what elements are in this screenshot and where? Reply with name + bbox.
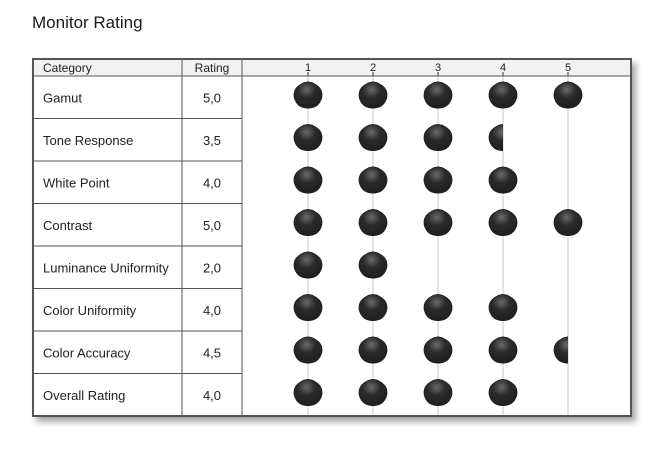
rating-knob (489, 167, 517, 194)
table-border (34, 60, 631, 416)
rating-knob (359, 124, 387, 151)
rating-knob (294, 82, 322, 109)
header-rating: Rating (194, 61, 230, 75)
rating-knob (294, 209, 322, 236)
tick-label-5: 5 (564, 62, 572, 74)
tick-label-3: 3 (434, 62, 442, 74)
row-category-label: Color Uniformity (43, 302, 137, 318)
rating-knob (489, 294, 517, 321)
row-rating-value: 4,5 (202, 345, 222, 361)
row-category-label: Overall Rating (43, 387, 126, 403)
row-category-label: Color Accuracy (43, 345, 131, 361)
rating-chart (33, 59, 631, 416)
row-rating-value: 4,0 (202, 175, 222, 191)
rating-knob (424, 337, 452, 364)
chart-title: Monitor Rating (32, 13, 143, 32)
rating-knob (294, 294, 322, 321)
rating-knob (424, 379, 452, 406)
rating-knob (359, 294, 387, 321)
rating-knob (424, 294, 452, 321)
row-rating-value: 3,5 (202, 132, 222, 148)
rating-knob (424, 124, 452, 151)
rating-knob (424, 82, 452, 109)
rating-knob (294, 337, 322, 364)
rating-knob (359, 209, 387, 236)
rating-knob (489, 379, 517, 406)
rating-knob (554, 209, 582, 236)
rating-knob (489, 82, 517, 109)
row-rating-value: 4,0 (202, 387, 222, 403)
row-rating-value: 5,0 (202, 217, 222, 233)
row-category-label: Gamut (43, 90, 83, 106)
tick-label-2: 2 (369, 62, 377, 74)
rating-knob (424, 167, 452, 194)
rating-knob (489, 337, 517, 364)
rating-knob (359, 252, 387, 279)
row-rating-value: 5,0 (202, 90, 222, 106)
rating-knob (359, 337, 387, 364)
rating-knob (294, 167, 322, 194)
rating-knob-partial (489, 124, 517, 151)
header-background (33, 59, 631, 76)
rating-knob (294, 379, 322, 406)
row-category-label: White Point (43, 175, 110, 191)
rating-knob (359, 167, 387, 194)
row-category-label: Tone Response (43, 132, 134, 148)
rating-knob (294, 252, 322, 279)
row-category-label: Contrast (43, 217, 93, 233)
tick-label-1: 1 (304, 62, 312, 74)
rating-knob (489, 209, 517, 236)
rating-table (32, 58, 632, 417)
rating-knob (554, 82, 582, 109)
rating-knob-partial (554, 337, 582, 364)
header-category: Category (43, 61, 92, 75)
tick-label-4: 4 (499, 62, 507, 74)
row-rating-value: 2,0 (202, 260, 222, 276)
rating-knob (359, 379, 387, 406)
rating-knob (359, 82, 387, 109)
rating-knob (294, 124, 322, 151)
row-rating-value: 4,0 (202, 302, 222, 318)
row-category-label: Luminance Uniformity (43, 260, 169, 276)
rating-knob (424, 209, 452, 236)
